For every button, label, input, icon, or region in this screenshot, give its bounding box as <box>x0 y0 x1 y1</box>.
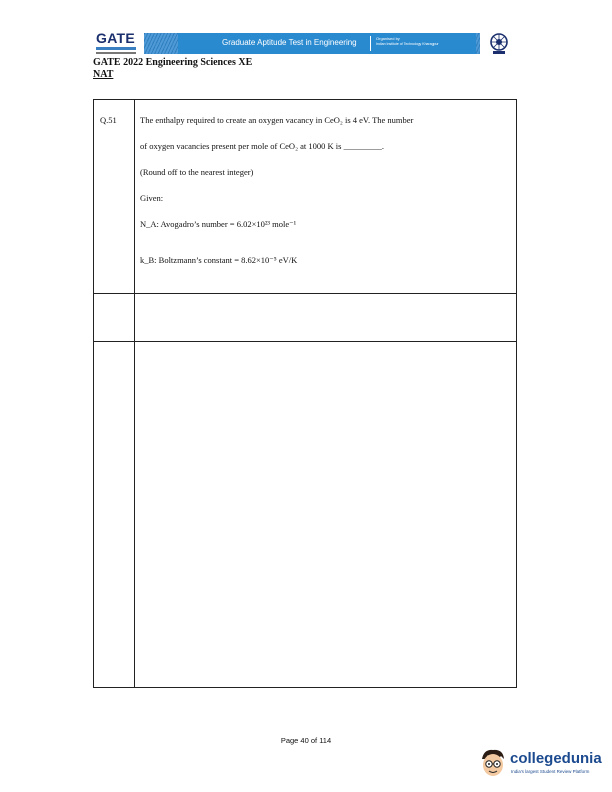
given-avogadro: N_A: Avogadro’s number = 6.02×10²³ mole⁻¹ <box>140 219 297 229</box>
question-rounding-note: (Round off to the nearest integer) <box>140 167 254 177</box>
question-table <box>93 99 517 688</box>
banner-fill <box>178 33 476 54</box>
document-title: GATE 2022 Engineering Sciences XE <box>93 57 253 68</box>
row-divider <box>94 341 516 342</box>
brand-name: collegedunia <box>510 750 602 767</box>
banner-divider <box>370 36 371 51</box>
question-number: Q.51 <box>100 115 117 125</box>
banner-organizer: Indian Institute of Technology Kharagpur <box>376 42 439 46</box>
banner-organized-label: Organised by <box>376 36 400 41</box>
mascot-icon <box>478 747 508 779</box>
gate-logo-subline <box>96 52 136 54</box>
iit-emblem-icon <box>488 32 510 56</box>
column-divider <box>134 100 135 687</box>
banner-title: Graduate Aptitude Test in Engineering <box>222 38 357 47</box>
section-label: NAT <box>93 69 114 80</box>
gate-logo <box>96 30 140 56</box>
question-line-2: of oxygen vacancies present per mole of CeO₂ at 1000 K is _________. <box>140 141 384 151</box>
row-divider <box>94 293 516 294</box>
gate-logo-text: GATE <box>96 30 136 46</box>
given-boltzmann: k_B: Boltzmann’s constant = 8.62×10⁻⁵ eV/K <box>140 255 298 265</box>
header-banner <box>144 33 480 54</box>
gate-logo-underline <box>96 47 136 50</box>
question-line-1: The enthalpy required to create an oxygen vacancy in CeO₂ is 4 eV. The number <box>140 115 414 125</box>
page-number: Page 40 of 114 <box>280 736 332 745</box>
collegedunia-logo <box>478 747 608 781</box>
given-label: Given: <box>140 193 164 203</box>
brand-tagline: India's largest Student Review Platform <box>511 769 590 774</box>
